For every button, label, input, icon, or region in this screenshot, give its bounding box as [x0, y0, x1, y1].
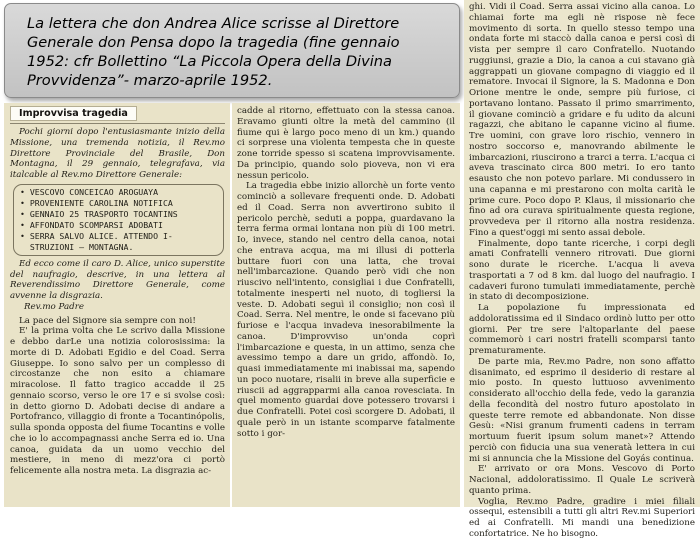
telegram-line: • PROVENIENTE CAROLINA NOTIFICA [20, 197, 173, 208]
account-intro: Ed ecco come il caro D. Alice, unico superstite del naufragio, descrive, in una lettera al Reverendissimo Direttore Generale, come avvenne la disgrazia. [10, 258, 225, 301]
article-intro: Pochi giorni dopo l'entusiasmante inizio della Missione, una tremenda notizia, il Rev.mo Direttore Provinciale del Brasile, Don Montagna, il 29 gennaio, telegrafava, via italcable al Rev.mo Direttore Generale: [10, 127, 225, 180]
letter-paragraph: Voglia, Rev.mo Padre, gradire i miei filiali ossequi, estensibili a tutti gli altri Rev.mi Superiori ed ai Confratelli. Mi mandi una benedizione confortatrice. Ne ho bisogno. [469, 496, 695, 539]
clipping-column-1 [4, 103, 230, 507]
article-title: Improvvisa tragedia [10, 106, 137, 121]
telegram-line: • GENNAIO 25 TRASPORTO TOCANTINS [20, 208, 178, 219]
letter-paragraph: La tragedia ebbe inizio allorchè un forte vento cominciò a sollevare frequenti onde. D. Adobati ed il Coad. Serra non avvertirono subito il pericolo perchè, seduti a poppa, guardavano la terra ferma ormai lontana non più di 100 metri. Io, invece, stando nel centro della canoa, notai che entrava acqua, ma mi illusi di potterla buttare fuori con una latta, che trovai nell'imbarcazione. Quando però vidi che non riuscivo nell'intento, consigliai i due Confratelli, totalmente inesperti nel nuoto, di togliersi la veste. D. Adobati seguì il consiglio; non così il Coad. Serra. Nel mentre, le onde si facevano più furiose e l'acqua invadeva inesorabilmente la canoa. D'improvviso un'onda coprì l'imbarcazione e questa, in un attimo, senza che avessimo tempo a dare un grido, affondò. Io, quasi immediatamente mi inabissai ma, sapendo un poco nuotare, risalii in breve alla superficie e riuscii ad aggrapparmi alla canoa rovesciata. In quel momento guardai dove potessero trovarsi i due Confratelli. Potei così scorgere D. Adobati, il quale però in un istante scomparve fatalmente sotto i gor- [237, 181, 455, 439]
telegram-line: • AFFONDATO SCOMPARSI ADOBATI [20, 219, 163, 230]
article-header [10, 106, 225, 124]
letter-paragraph: La popolazione fu impressionata ed addoloratissima ed il Sindaco ordinò lutto per otto giorni. Per tre sere l'altoparlante del paese commemorò i cari nostri fratelli scomparsi tanto prematuramente. [469, 303, 695, 356]
clipping-column-2 [232, 103, 460, 507]
letter-paragraph: Finalmente, dopo tante ricerche, i corpi degli amati Confratelli vennero ritrovati. Due giorni sono durate le ricerche. L'acqua li aveva trasportati a 7 od 8 km. dal luogo del naufragio. I cadaveri furono tumulati immediatamente, perchè in stato di decomposizione. [469, 238, 695, 303]
letter-paragraph: La pace del Signore sia sempre con noi! [19, 315, 196, 326]
letter-paragraph: E' arrivato or ora Mons. Vescovo di Porto Nacional, addoloratissimo. Il Quale Le scriverà quanto prima. [469, 464, 695, 496]
letter-paragraph: De parte mia, Rev.mo Padre, non sono affatto disanimato, ed esprimo il desiderio di restare al mio posto. In questo luttuoso avvenimento considerato all'occhio della fede, vedo la garanzia della fecondità del nostro futuro apostolato in queste terre remote ed abbandonate. Non disse Gesù: «Nisi granum frumenti cadens in terram mortuum fuerit ipsum solum manet»? Attendo perciò con fiducia una sua veneratà lettera in cui mi si annuncia che la Missione del Goyás continua. [469, 356, 695, 464]
telegram-box [13, 184, 224, 256]
letter-salutation: Rev.mo Padre [24, 301, 85, 312]
telegram-line: STRUZIONI — MONTAGNA. [29, 241, 134, 252]
telegram-line: • VESCOVO CONCEICAO AROGUAYA [20, 186, 159, 197]
clipping-column-3 [464, 0, 700, 539]
letter-paragraph: cadde al ritorno, effettuato con la stessa canoa. Eravamo giunti oltre la metà del cammino (il fiume qui è largo poco meno di un km.) quando ci sorprese una violenta tempesta che in queste zone torride spesso si scatena improvvisamente. Da principio, quando solo pioveva, non vi era nessun pericolo. [237, 106, 455, 181]
telegram-line: • SERRA SALVO ALICE. ATTENDO I- [20, 230, 173, 241]
letter-paragraph: E' la prima volta che Le scrivo dalla Missione e debbo darLe una notizia colorosissima: la morte di D. Adobati Egidio e del Coad. Serra Giuseppe. Io sono salvo per un complesso di circostanze che non esito a chiamare miracolose. Il fatto tragico accadde il 25 gennaio scorso, verso le ore 17 e si svolse così: in detto giorno D. Adobati decise di andare a Portofranco, villaggio di fronte a Tocantinópolis, sulla sponda opposta del fiume Tocantins e volle che io lo accompagnassi anche Serra ed io. Una canoa, guidata da un uomo vecchio del mestiere, in meno di mezz'ora ci portò felicemente alla nostra meta. La disgrazia ac- [10, 326, 225, 476]
letter-paragraph: ghi. Vidi il Coad. Serra assai vicino alla canoa. Lo chiamai forte ma egli nè rispose nè fece movimento di sorta. In quello stesso tempo una ondata forte mi staccò dalla canoa e persi così di vista per sempre il caro Confratello. Nuotando ruggiunsi, grazie a Dio, la canoa a cui stavano già aggrappati un giovane compagno di viaggio ed il rematore. Invocai il Signore, la S. Madonna e Don Orione mentre le onde, sempre più furiose, ci portavano lontano. Passato il primo smarrimento, il giovane cominciò a gridare e fu udito da alcuni ragazzi, che abitano le capanne vicino al fiume. Tre uomini, con grave loro rischio, vennero in nostro soccorso e, manovrando abilmente le imbarcazioni, riuscirono a trarci a terra. L'acqua ci aveva trascinato circa 800 metri. Io ero tanto esausto che non potevo parlare. Mi condussero in una capanna e mi prestarono con molta carità le prime cure. Poco dopo P. Klaus, il missionario che fino ad ora curava spiritualmente questa regione, provvedeva per il ritorno alla nostra residenza. Fino a quest'oggi mi sento assai debole. [469, 2, 695, 238]
caption-box [4, 3, 460, 98]
caption-text: La lettera che don Andrea Alice scrisse al Direttore Generale don Pensa dopo la tragedia (fine gennaio 1952: cfr Bollettino “La Piccola Opera della Divina Provvidenza”- marzo-aprile 1952. [27, 15, 400, 89]
